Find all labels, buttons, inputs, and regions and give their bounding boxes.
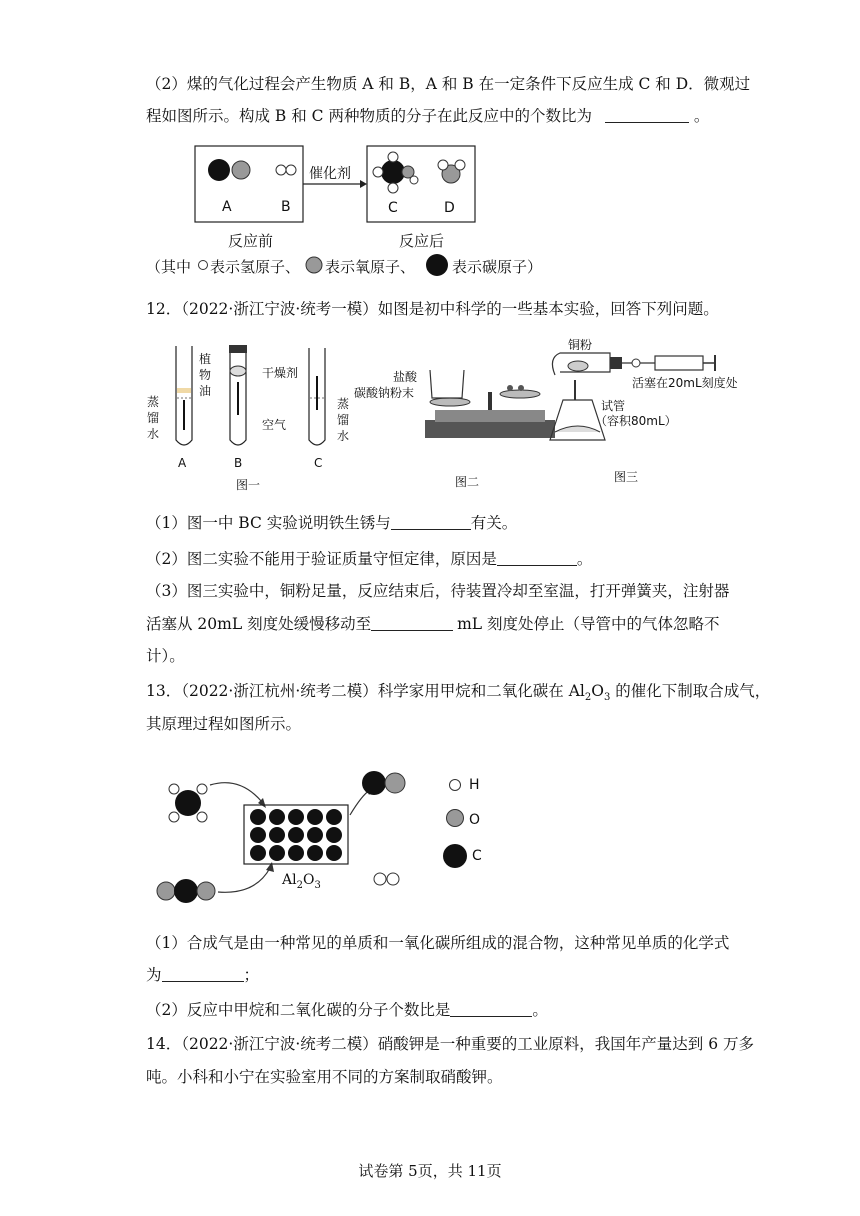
- q13-line2: 其原理过程如图所示。: [146, 715, 302, 733]
- q12-sub1: （1）图一中 BC 实验说明铁生锈与 有关。: [146, 514, 518, 532]
- q11-line2-end: 。: [693, 107, 710, 125]
- label-na2co3: 碳酸钠粉末: [354, 386, 415, 400]
- fig1-caption: 图一: [236, 478, 261, 492]
- q13-title: 13．（2022·浙江杭州·统考二模）科学家用甲烷和二氧化碳在 $Al_2O_3$ 的催化下制取合成气，: [146, 682, 771, 704]
- label-volume: （容积80mL）: [595, 414, 677, 428]
- q13-catalyst-label: $Al_2O_3$: [282, 872, 321, 891]
- q11-legend-c: 表示碳原子）: [452, 258, 543, 276]
- q11-line2-text: 程如图所示。构成 B 和 C 两种物质的分子在此反应中的个数比为: [146, 107, 592, 125]
- q12-title: 12．（2022·浙江宁波·统考一模）如图是初中科学的一些基本实验，回答下列问题。: [146, 300, 719, 318]
- page-footer: 试卷第 5页，共 11页: [358, 1162, 502, 1180]
- q13-sub1-blank[interactable]: [162, 965, 244, 982]
- q12-sub2: （2）图二实验不能用于验证质量守恒定律，原因是 。: [146, 550, 593, 568]
- label-desiccant: 干燥剂: [262, 366, 299, 380]
- label-air: 空气: [262, 418, 287, 432]
- q14-line1: 14．（2022·浙江宁波·统考二模）硝酸钾是一种重要的工业原料，我国年产量达到 6 万多: [146, 1035, 754, 1053]
- q13-sub2-blank[interactable]: [450, 1000, 532, 1017]
- q11-legend-o: 表示氧原子、: [325, 258, 416, 276]
- fig3-caption: 图三: [614, 470, 639, 484]
- label-hcl: 盐酸: [393, 370, 418, 384]
- legend-c-label: C: [472, 848, 482, 864]
- label-d: D: [444, 200, 455, 216]
- label-test-tube: 试管: [601, 399, 626, 413]
- q14-line2: 吨。小科和小宁在实验室用不同的方案制取硝酸钾。: [146, 1068, 503, 1086]
- label-piston: 活塞在20mL刻度处: [632, 376, 738, 390]
- catalyst-grid: [250, 809, 342, 861]
- q11-legend-h: 表示氢原子、: [210, 258, 301, 276]
- after-label: 反应后: [399, 232, 445, 250]
- before-label: 反应前: [228, 232, 274, 250]
- label-water-a: 蒸 馏 水: [147, 395, 160, 441]
- q12-sub3-line3: 计）。: [146, 647, 185, 665]
- tube-c-label: C: [314, 456, 323, 470]
- q12-sub3-line1: （3）图三实验中，铜粉足量，反应结束后，待装置冷却至室温，打开弹簧夹，注射器: [146, 582, 730, 600]
- q13-sub2: （2）反应中甲烷和二氧化碳的分子个数比是 。: [146, 1001, 548, 1019]
- label-cu-powder: 铜粉: [568, 338, 593, 352]
- tube-b-label: B: [234, 456, 243, 470]
- fig2-caption: 图二: [455, 475, 480, 489]
- q11-legend-pre: （其中: [146, 258, 192, 276]
- catalyst-label: 催化剂: [309, 166, 351, 182]
- label-c: C: [388, 200, 398, 216]
- label-plant-oil: 植 物 油: [199, 352, 212, 398]
- label-b: B: [281, 199, 291, 215]
- tube-a-label: A: [178, 456, 187, 470]
- q13-sub1-line2: 为 ；: [146, 966, 260, 984]
- q13-sub1-line1: （1）合成气是由一种常见的单质和一氧化碳所组成的混合物，这种常见单质的化学式: [146, 934, 730, 952]
- q11-line1: （2）煤的气化过程会产生物质 A 和 B，A 和 B 在一定条件下反应生成 C 和 D．微观过: [146, 75, 751, 93]
- label-a: A: [222, 199, 232, 215]
- legend-h-label: H: [469, 777, 480, 793]
- legend-o-label: O: [469, 812, 481, 828]
- q12-sub3-line2: 活塞从 20mL 刻度处缓慢移动至 mL 刻度处停止（导管中的气体忽略不: [146, 615, 720, 633]
- label-water-c: 蒸 馏 水: [337, 397, 350, 443]
